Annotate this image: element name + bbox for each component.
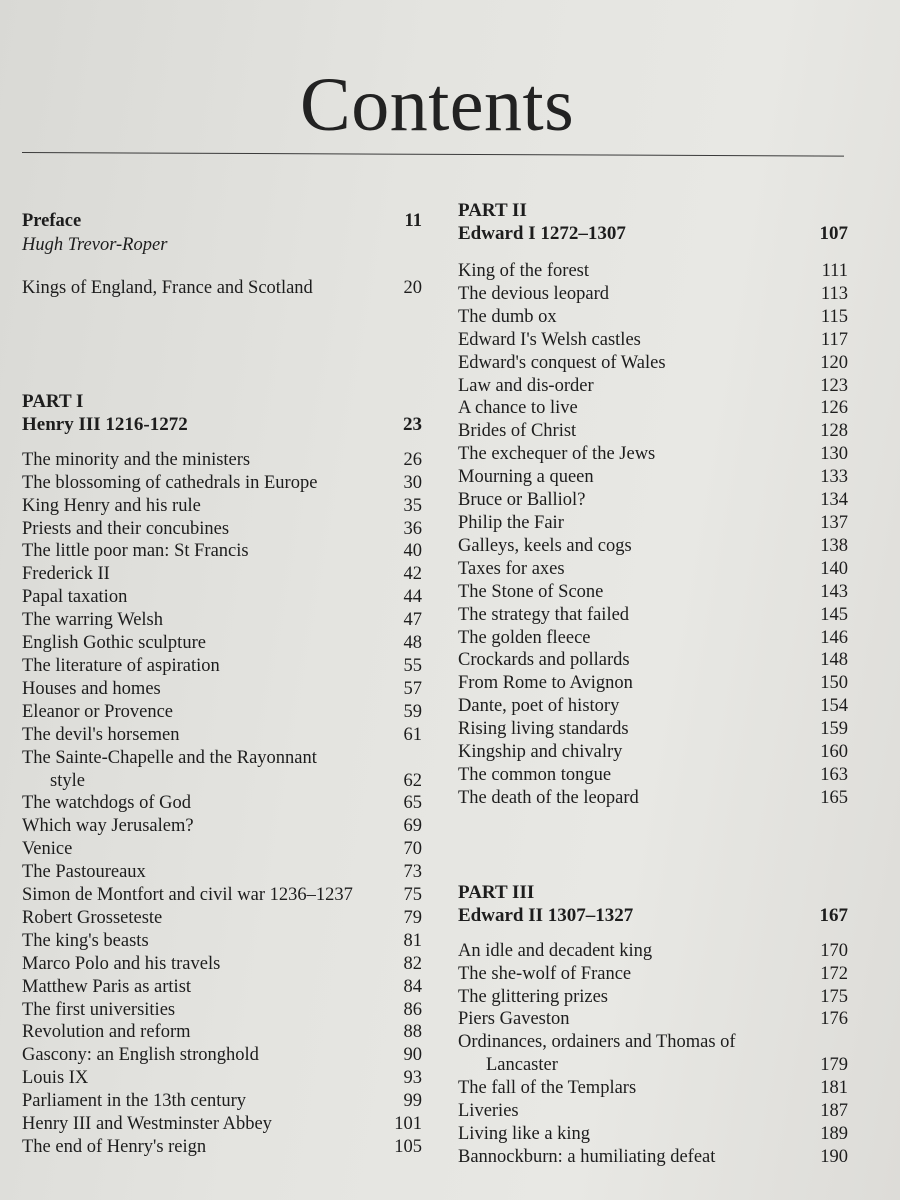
toc-entry[interactable] xyxy=(458,1146,848,1169)
entry-page: 30 xyxy=(403,472,422,493)
entry-page: 146 xyxy=(820,627,848,648)
toc-entry[interactable] xyxy=(22,976,422,999)
entry-page: 40 xyxy=(403,541,422,562)
entry-page: 133 xyxy=(820,467,848,488)
part-3-label: PART III xyxy=(458,881,535,903)
entry-title: From Rome to Avignon xyxy=(458,673,633,694)
toc-entry[interactable] xyxy=(458,741,848,764)
entry-continuation xyxy=(22,770,422,793)
entry-page: 44 xyxy=(403,587,422,608)
entry-page: 113 xyxy=(820,283,848,304)
toc-entry[interactable] xyxy=(22,609,422,632)
toc-entry[interactable] xyxy=(458,672,848,695)
entry-page: 93 xyxy=(403,1068,422,1089)
toc-entry[interactable] xyxy=(458,986,848,1009)
toc-entry[interactable] xyxy=(458,1100,848,1123)
toc-entry[interactable] xyxy=(22,907,422,930)
entry-title: Crockards and pollards xyxy=(458,650,630,671)
entry-page: 126 xyxy=(820,398,848,419)
toc-entry[interactable] xyxy=(458,397,848,420)
toc-entry-wrapped[interactable] xyxy=(22,747,422,793)
entry-page: 150 xyxy=(820,673,848,694)
right-column xyxy=(458,200,848,1169)
toc-entry[interactable] xyxy=(22,563,422,586)
entry-title: Bannockburn: a humiliating defeat xyxy=(458,1146,716,1167)
entry-title: Dante, poet of history xyxy=(458,696,620,717)
part-2-label: PART II xyxy=(458,200,527,221)
entry-title: The king's beasts xyxy=(22,930,149,951)
entry-title: The exchequer of the Jews xyxy=(458,444,656,465)
toc-entry[interactable] xyxy=(22,586,422,609)
toc-entry-wrapped[interactable] xyxy=(458,1031,848,1077)
entry-title: The first universities xyxy=(22,999,176,1020)
part-2-page: 107 xyxy=(819,223,848,244)
toc-entry[interactable] xyxy=(458,512,848,535)
entry-title: Eleanor or Provence xyxy=(22,701,174,722)
toc-entry[interactable] xyxy=(22,701,422,724)
part-3-page: 167 xyxy=(819,904,848,926)
part-1-list xyxy=(22,449,422,1159)
entry-title: The dumb ox xyxy=(458,306,557,327)
entry-title: The fall of the Templars xyxy=(458,1078,637,1099)
part-1-title-row xyxy=(22,413,422,437)
entry-page: 105 xyxy=(394,1137,422,1157)
entry-title: Law and dis-order xyxy=(458,375,594,396)
entry-page: 111 xyxy=(821,261,848,281)
entry-page: 123 xyxy=(820,375,848,396)
entry-title: The watchdogs of God xyxy=(22,793,192,814)
entry-title: The death of the leopard xyxy=(458,787,639,808)
entry-page: 81 xyxy=(403,930,422,951)
entry-title: Edward I's Welsh castles xyxy=(458,329,641,350)
entry-page: 176 xyxy=(820,1009,848,1030)
part-2-title: Edward I 1272–1307 xyxy=(458,223,626,244)
entry-page: 163 xyxy=(820,764,848,785)
page-title: Contents xyxy=(300,63,575,147)
toc-entry[interactable] xyxy=(22,518,422,541)
toc-entry[interactable] xyxy=(22,861,422,884)
toc-entry[interactable] xyxy=(458,352,848,375)
entry-page: 134 xyxy=(820,490,848,511)
entry-page: 59 xyxy=(403,701,422,722)
toc-entry[interactable] xyxy=(22,930,422,953)
entry-title: The blossoming of cathedrals in Europe xyxy=(22,472,318,493)
toc-entry[interactable] xyxy=(22,655,422,678)
preface-entry[interactable] xyxy=(22,210,422,233)
part-2-heading[interactable] xyxy=(458,200,848,246)
toc-entry[interactable] xyxy=(22,1090,422,1113)
entry-page: 128 xyxy=(820,421,848,442)
toc-entry[interactable] xyxy=(22,1113,422,1136)
part-3-heading[interactable] xyxy=(458,882,848,928)
part-3-title-row xyxy=(458,904,848,928)
entry-page: 90 xyxy=(403,1045,422,1066)
toc-entry[interactable] xyxy=(458,1008,848,1031)
entry-page: 61 xyxy=(403,724,422,745)
entry-page: 120 xyxy=(820,352,848,373)
entry-page: 70 xyxy=(403,839,422,860)
part-3-list xyxy=(458,940,848,1169)
entry-page: 148 xyxy=(820,650,848,671)
title-rule xyxy=(22,152,844,157)
entry-page: 57 xyxy=(403,678,422,699)
entry-page: 42 xyxy=(403,564,422,585)
entry-title: Frederick II xyxy=(22,564,110,585)
entry-page: 130 xyxy=(820,444,848,465)
entry-page: 138 xyxy=(820,535,848,556)
entry-title: The devious leopard xyxy=(458,283,610,304)
entry-title: Galleys, keels and cogs xyxy=(458,535,632,556)
entry-title: The end of Henry's reign xyxy=(22,1137,207,1157)
toc-entry[interactable] xyxy=(458,1123,848,1146)
entry-title: Matthew Paris as artist xyxy=(22,976,192,997)
entry-title: Henry III and Westminster Abbey xyxy=(22,1114,272,1135)
entry-title: Piers Gaveston xyxy=(458,1009,570,1030)
toc-entry[interactable] xyxy=(458,604,848,627)
toc-entry[interactable] xyxy=(458,466,848,489)
entry-page: 82 xyxy=(403,953,422,974)
entry-page: 143 xyxy=(820,581,848,602)
toc-entry[interactable] xyxy=(22,540,422,563)
toc-entry[interactable] xyxy=(458,940,848,963)
toc-entry[interactable] xyxy=(458,420,848,443)
toc-entry[interactable] xyxy=(22,632,422,655)
entry-page: 69 xyxy=(403,816,422,837)
toc-entry[interactable] xyxy=(22,1021,422,1044)
toc-entry[interactable] xyxy=(458,306,848,329)
preface-page: 11 xyxy=(404,211,422,231)
entry-title: An idle and decadent king xyxy=(458,940,653,961)
entry-title: Simon de Montfort and civil war 1236–1237 xyxy=(22,885,353,906)
entry-page: 115 xyxy=(820,306,848,327)
entry-title: English Gothic sculpture xyxy=(22,633,206,654)
toc-entry[interactable] xyxy=(22,724,422,747)
entry-title: Mourning a queen xyxy=(458,467,594,488)
entry-title: Gascony: an English stronghold xyxy=(22,1045,259,1066)
entry-page: 117 xyxy=(820,329,848,350)
entry-title: Revolution and reform xyxy=(22,1022,191,1043)
entry-title: Liveries xyxy=(458,1101,519,1122)
toc-entry[interactable] xyxy=(458,649,848,672)
entry-title: Marco Polo and his travels xyxy=(22,953,221,974)
entry-title: Papal taxation xyxy=(22,587,128,608)
entry-title: The literature of aspiration xyxy=(22,655,220,676)
toc-entry[interactable] xyxy=(22,678,422,701)
toc-entry[interactable] xyxy=(458,329,848,352)
entry-title: The little poor man: St Francis xyxy=(22,541,249,562)
toc-entry[interactable] xyxy=(22,495,422,518)
entry-page: 145 xyxy=(820,604,848,625)
entry-page: 48 xyxy=(403,633,422,654)
entry-title-line2: style xyxy=(50,770,85,791)
entry-title: King Henry and his rule xyxy=(22,495,201,516)
entry-title: Houses and homes xyxy=(22,678,161,699)
entry-page: 140 xyxy=(820,558,848,579)
toc-entry[interactable] xyxy=(458,443,848,466)
part-3-title: Edward II 1307–1327 xyxy=(458,904,634,926)
entry-title: Philip the Fair xyxy=(458,512,564,533)
entry-title: The she-wolf of France xyxy=(458,963,632,984)
entry-page: 190 xyxy=(820,1146,848,1167)
entry-title: The devil's horsemen xyxy=(22,724,180,745)
entry-page: 179 xyxy=(820,1055,848,1076)
part-1-page: 23 xyxy=(403,413,422,435)
entry-page: 47 xyxy=(403,610,422,631)
entry-title: The strategy that failed xyxy=(458,604,630,625)
toc-entry[interactable] xyxy=(22,953,422,976)
entry-title: Priests and their concubines xyxy=(22,518,230,539)
part-2-list xyxy=(458,260,848,810)
entry-page: 79 xyxy=(403,907,422,928)
entry-title: The Stone of Scone xyxy=(458,581,604,602)
entry-title: Taxes for axes xyxy=(458,558,565,579)
entry-title: Bruce or Balliol? xyxy=(458,490,586,511)
toc-entry[interactable] xyxy=(22,884,422,907)
toc-entry[interactable] xyxy=(458,764,848,787)
entry-title: The golden fleece xyxy=(458,627,591,648)
entry-title: Brides of Christ xyxy=(458,421,577,442)
toc-entry[interactable] xyxy=(458,963,848,986)
toc-entry[interactable] xyxy=(458,718,848,741)
entry-page: 154 xyxy=(820,696,848,717)
part-1-heading[interactable] xyxy=(22,391,422,437)
entry-page: 137 xyxy=(820,512,848,533)
part-1-label: PART I xyxy=(22,390,84,412)
entry-title-line1: The Sainte-Chapelle and the Rayonnant xyxy=(22,747,317,768)
entry-page: 75 xyxy=(403,885,422,906)
entry-page: 35 xyxy=(403,495,422,516)
left-column xyxy=(22,210,422,1159)
toc-entry[interactable] xyxy=(22,1136,422,1159)
entry-page: 175 xyxy=(820,986,848,1007)
entry-title: The glittering prizes xyxy=(458,986,609,1007)
entry-page: 170 xyxy=(820,940,848,961)
entry-page: 189 xyxy=(820,1124,848,1144)
toc-entry[interactable] xyxy=(458,558,848,581)
entry-page: 65 xyxy=(403,793,422,814)
entry-title-line1: Ordinances, ordainers and Thomas of xyxy=(458,1032,736,1053)
part-1-title: Henry III 1216-1272 xyxy=(22,413,188,435)
toc-entry[interactable] xyxy=(458,581,848,604)
entry-title: Louis IX xyxy=(22,1068,89,1089)
entry-title: Rising living standards xyxy=(458,719,629,740)
toc-entry[interactable] xyxy=(22,449,422,472)
entry-title: Parliament in the 13th century xyxy=(22,1091,246,1112)
kings-entry[interactable] xyxy=(22,277,422,300)
entry-title: Robert Grosseteste xyxy=(22,907,163,928)
toc-entry[interactable] xyxy=(458,260,848,283)
entry-title: King of the forest xyxy=(458,261,590,281)
toc-entry[interactable] xyxy=(458,535,848,558)
entry-title: Venice xyxy=(22,839,73,860)
toc-entry[interactable] xyxy=(458,283,848,306)
entry-page: 101 xyxy=(394,1114,422,1135)
entry-title-line2: Lancaster xyxy=(486,1055,558,1076)
preface-author: Hugh Trevor-Roper xyxy=(22,234,168,255)
entry-page: 160 xyxy=(820,742,848,763)
entry-page: 187 xyxy=(820,1101,848,1122)
toc-entry[interactable] xyxy=(22,1044,422,1067)
toc-entry[interactable] xyxy=(458,1077,848,1100)
toc-entry[interactable] xyxy=(22,838,422,861)
entry-page: 172 xyxy=(820,963,848,984)
entry-page: 88 xyxy=(403,1022,422,1043)
entry-page: 62 xyxy=(403,770,422,791)
entry-title: Edward's conquest of Wales xyxy=(458,352,666,373)
toc-entry[interactable] xyxy=(458,627,848,650)
entry-page: 181 xyxy=(820,1078,848,1099)
part-2-title-row xyxy=(458,222,848,246)
toc-entry[interactable] xyxy=(22,472,422,495)
entry-page: 73 xyxy=(403,862,422,883)
toc-entry[interactable] xyxy=(458,695,848,718)
entry-page: 36 xyxy=(403,518,422,539)
entry-title: A chance to live xyxy=(458,398,578,419)
entry-title: Kingship and chivalry xyxy=(458,742,623,763)
entry-title: The Pastoureaux xyxy=(22,862,146,883)
toc-entry[interactable] xyxy=(22,815,422,838)
entry-page: 84 xyxy=(403,976,422,997)
entry-title: Living like a king xyxy=(458,1124,591,1144)
toc-entry[interactable] xyxy=(458,375,848,398)
entry-continuation xyxy=(458,1054,848,1077)
entry-title: The minority and the ministers xyxy=(22,449,251,470)
entry-page: 86 xyxy=(403,999,422,1020)
toc-entry[interactable] xyxy=(458,489,848,512)
entry-title: Which way Jerusalem? xyxy=(22,816,194,837)
entry-title: The warring Welsh xyxy=(22,610,163,631)
entry-page: 55 xyxy=(403,655,422,676)
kings-page: 20 xyxy=(403,277,422,298)
entry-page: 99 xyxy=(403,1091,422,1112)
toc-entry[interactable] xyxy=(22,999,422,1022)
entry-page: 159 xyxy=(820,719,848,740)
entry-title: The common tongue xyxy=(458,764,612,785)
kings-title: Kings of England, France and Scotland xyxy=(22,277,313,298)
entry-page: 26 xyxy=(403,449,422,470)
toc-entry[interactable] xyxy=(458,787,848,810)
entry-page: 165 xyxy=(820,787,848,808)
toc-entry[interactable] xyxy=(22,792,422,815)
toc-entry[interactable] xyxy=(22,1067,422,1090)
preface-title: Preface xyxy=(22,211,82,231)
